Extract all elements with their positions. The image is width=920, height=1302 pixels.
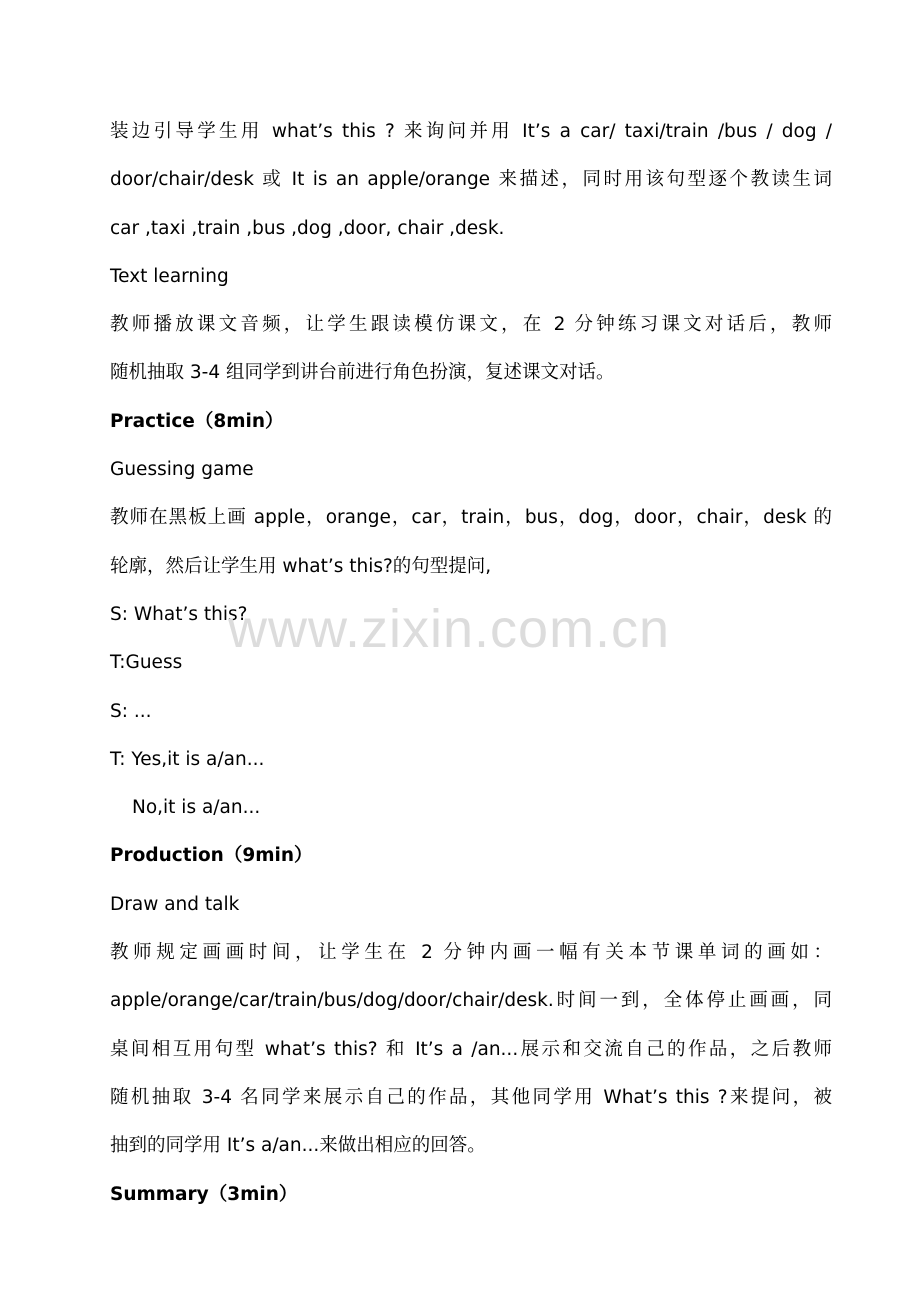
paragraph-line: 轮廓，然后让学生用 what’s this?的句型提问, [110, 555, 492, 577]
document-body [110, 108, 832, 1219]
paragraph-line: 抽到的同学用 It’s a/an...来做出相应的回答。 [110, 1135, 486, 1157]
paragraph-line: 教师规定画画时间，让学生在 2 分钟内画一幅有关本节课单词的画如： [110, 942, 832, 964]
dialogue-line: No,it is a/an... [132, 797, 261, 819]
paragraph-line: door/chair/desk 或 It is an apple/orange 来描述，同时用该句型逐个教读生词 [110, 169, 832, 191]
paragraph-line: 随机抽取 3-4 组同学到讲台前进行角色扮演，复述课文对话。 [110, 362, 615, 384]
section-heading-production: Production（9min） [110, 845, 313, 867]
watermark: www.zixin.com.cn [228, 599, 671, 659]
subheading-text-learning: Text learning [110, 265, 229, 287]
section-heading-summary: Summary（3min） [110, 1183, 298, 1205]
dialogue-line: T:Guess [110, 652, 183, 674]
paragraph-line: 桌间相互用句型 what’s this? 和 It’s a /an...展示和交流自己的作品，之后教师 [110, 1038, 832, 1060]
subheading-draw-and-talk: Draw and talk [110, 893, 240, 915]
paragraph-line: apple/orange/car/train/bus/dog/door/chair/desk.时间一到，全体停止画画，同 [110, 990, 832, 1012]
dialogue-line: T: Yes,it is a/an... [110, 748, 265, 770]
paragraph-line: 教师在黑板上画 apple，orange，car，train，bus，dog，door，chair，desk 的 [110, 507, 832, 529]
dialogue-line: S: What’s this? [110, 603, 248, 625]
section-heading-practice: Practice（8min） [110, 410, 284, 432]
dialogue-line: S: ... [110, 700, 152, 722]
subheading-guessing-game: Guessing game [110, 459, 254, 481]
paragraph-line: 随机抽取 3-4 名同学来展示自己的作品，其他同学用 What’s this ?来提问，被 [110, 1086, 832, 1108]
paragraph-line: car ,taxi ,train ,bus ,dog ,door, chair ,desk. [110, 217, 505, 239]
paragraph-line: 装边引导学生用 what’s this ? 来询问并用 It’s a car/ taxi/train /bus / dog / [110, 121, 832, 142]
paragraph-line: 教师播放课文音频，让学生跟读模仿课文，在 2 分钟练习课文对话后，教师 [110, 314, 832, 336]
